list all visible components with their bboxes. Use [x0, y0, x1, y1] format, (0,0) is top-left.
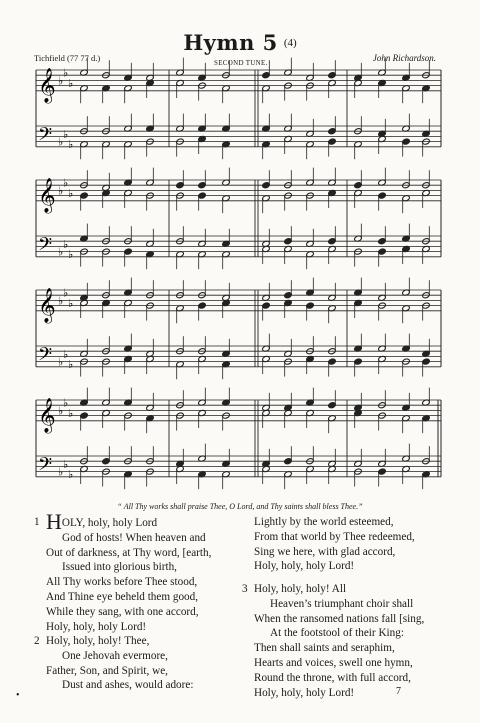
verse-line: Father, Son, and Spirit, we, [46, 664, 168, 677]
verse-line: Holy, holy, holy! Thee, [46, 635, 150, 647]
treble-clef-icon: 𝄞 [38, 67, 56, 103]
verse-line: At the footstool of their King: [270, 627, 404, 640]
verse-line: Holy, holy, holy Lord! [254, 560, 355, 573]
flat-icon: ♭ [58, 404, 64, 418]
verse-line: When the ransomed nations fall [sing, [254, 612, 425, 625]
flat-icon: ♭ [58, 294, 64, 308]
flat-icon: ♭ [63, 396, 69, 410]
verse-line: Then shall saints and seraphim, [254, 642, 395, 655]
verse-line: God of hosts! When heaven and [62, 531, 206, 544]
verse-line: Holy, holy, holy Lord! [254, 686, 355, 699]
flat-icon: ♭ [68, 468, 74, 482]
verse-line: Holy, holy, holy! All [254, 583, 347, 595]
verse-line: One Jehovah evermore, [62, 649, 168, 662]
verse-line: Round the throne, with full accord, [254, 671, 411, 684]
verse-line: Dust and ashes, would adore: [62, 679, 194, 692]
hymn-number: (4) [283, 37, 297, 49]
verse-line: All Thy works before Thee stood, [46, 576, 198, 589]
drop-cap: H [46, 509, 62, 534]
verse-line: Sing we here, with glad accord, [254, 545, 396, 558]
page-number: 7 [396, 686, 401, 697]
flat-icon: ♭ [58, 74, 64, 88]
flat-icon: ♭ [63, 457, 69, 471]
verse-line: While they sang, with one accord, [46, 605, 199, 618]
verse-number: 3 [242, 583, 248, 595]
verse-line-text: OLY, holy, holy Lord [61, 517, 158, 529]
bass-clef-icon: 𝄢 [38, 124, 53, 150]
flat-icon: ♭ [68, 297, 74, 310]
verse-2 [34, 634, 194, 693]
flat-icon: ♭ [63, 237, 69, 251]
flat-icon: ♭ [63, 176, 69, 190]
verse-number: 1 [34, 516, 40, 528]
bass-clef-icon: 𝄢 [38, 344, 53, 370]
composer-name: John Richardson. [372, 53, 436, 63]
second-tune-label: SECOND TUNE. [214, 59, 268, 67]
verse-number: 2 [34, 635, 40, 647]
flat-icon: ♭ [58, 355, 64, 369]
flat-icon: ♭ [63, 127, 69, 141]
treble-clef-icon: 𝄞 [38, 397, 56, 433]
hymn-title-text: Hymn 5 [183, 30, 278, 55]
treble-clef-icon: 𝄞 [38, 287, 56, 323]
tune-name: Tichfield (77 77 d.) [34, 53, 101, 63]
verse-line [46, 509, 211, 534]
margin-mark: • [16, 690, 20, 701]
bass-clef-icon: 𝄢 [38, 234, 53, 260]
scripture-quote: “ All Thy works shall praise Thee, O Lord, and Thy saints shall bless Thee.” [117, 502, 363, 511]
verse-1 [34, 509, 212, 634]
flat-icon: ♭ [68, 358, 74, 372]
verse-line: From that world by Thee redeemed, [254, 530, 415, 543]
verse-line: Holy, holy, holy Lord! [46, 620, 147, 633]
flat-icon: ♭ [68, 248, 74, 262]
flat-icon: ♭ [68, 407, 74, 420]
verse-line: Heaven’s triumphant choir shall [270, 597, 414, 610]
flat-icon: ♭ [58, 135, 64, 149]
bass-clef-icon: 𝄢 [38, 454, 53, 480]
verse-line: And Thine eye beheld them good, [46, 590, 199, 603]
verse-line: Issued into glorious birth, [62, 561, 177, 574]
verse-3 [242, 582, 425, 700]
flat-icon: ♭ [63, 286, 69, 300]
flat-icon: ♭ [58, 465, 64, 479]
flat-icon: ♭ [68, 187, 74, 200]
flat-icon: ♭ [58, 245, 64, 259]
treble-clef-icon: 𝄞 [38, 177, 56, 213]
verse-line: Out of darkness, at Thy word, [earth, [46, 546, 212, 559]
flat-icon: ♭ [68, 77, 74, 90]
flat-icon: ♭ [58, 184, 64, 198]
flat-icon: ♭ [68, 138, 74, 152]
flat-icon: ♭ [63, 66, 69, 80]
verse-2-continued [254, 515, 415, 574]
verse-line: Lightly by the world esteemed, [254, 516, 394, 528]
verse-line: Hearts and voices, swell one hymn, [254, 656, 413, 669]
flat-icon: ♭ [63, 347, 69, 361]
